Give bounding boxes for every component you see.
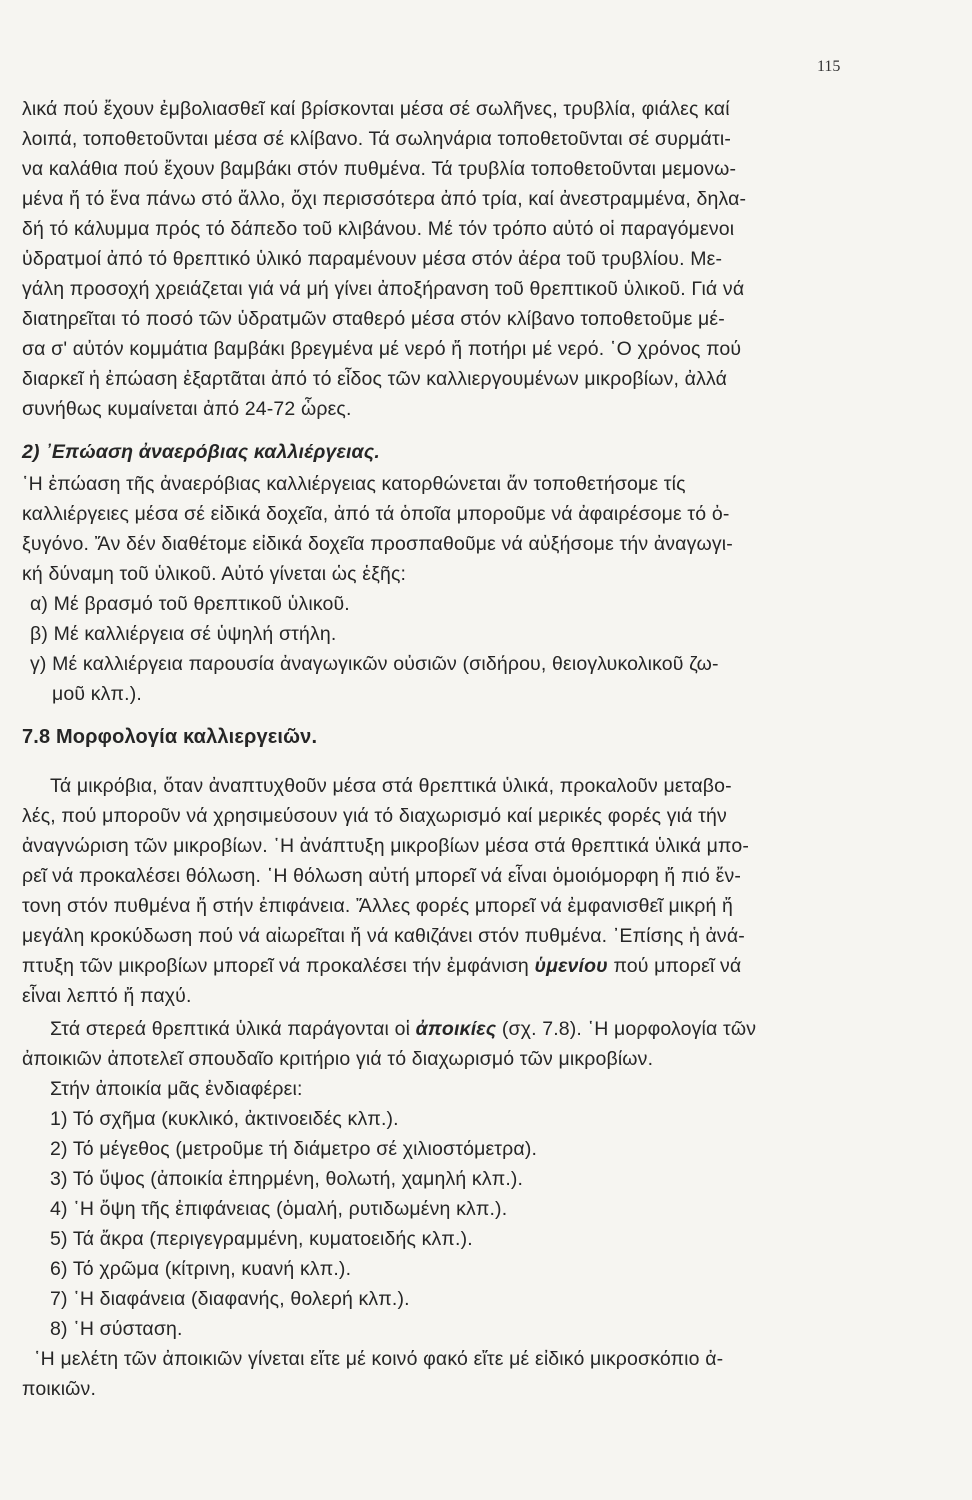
feature-item: 8) ῾Η σύσταση. <box>50 1318 183 1340</box>
para3-line: τονη στόν πυθμένα ἤ στήν ἐπιφάνεια. Ἄλλες φορές μπορεῖ νά ἐμφανισθεῖ μικρή ἤ <box>22 895 734 917</box>
para4-text: Στά στερεά θρεπτικά ὑλικά παράγονται οἱ <box>50 1018 416 1040</box>
feature-item: 3) Τό ὕψος (ἀποικία ἐπηρμένη, θολωτή, χαμηλή κλπ.). <box>50 1168 524 1190</box>
para1-line: λικά πού ἔχουν ἐμβολιασθεῖ καί βρίσκονται μέσα σέ σωλῆνες, τρυβλία, φιάλες καί <box>22 98 730 120</box>
feature-item: 1) Τό σχῆμα (κυκλικό, ἀκτινοειδές κλπ.). <box>50 1108 399 1130</box>
para1-line: δή τό κάλυμμα πρός τό δάπεδο τοῦ κλιβάνου. Μέ τόν τρόπο αὐτό οἱ παραγόμενοι <box>22 218 735 240</box>
term-colonies: ἀποικίες <box>415 1018 497 1040</box>
para1-line: γάλη προσοχή χρειάζεται γιά νά μή γίνει ἀποξήρανση τοῦ θρεπτικοῦ ὑλικοῦ. Γιά νά <box>22 278 745 300</box>
method-item: β) Μέ καλλιέργεια σέ ὑψηλή στήλη. <box>30 623 337 645</box>
para2-line: καλλιέργειες μέσα σέ εἰδικά δοχεῖα, ἀπό τά ὁποῖα μποροῦμε νά ἀφαιρέσομε τό ὀ- <box>22 503 730 525</box>
para2-line: ῾Η ἐπώαση τῆς ἀναερόβιας καλλιέργειας κατορθώνεται ἄν τοποθετήσομε τίς <box>22 473 686 495</box>
para4-line: Στήν ἀποικία μᾶς ἐνδιαφέρει: <box>50 1078 303 1100</box>
para4-line <box>50 1016 756 1042</box>
para3-line: εἶναι λεπτό ἤ παχύ. <box>22 985 192 1007</box>
para3-line <box>22 953 741 979</box>
para3-line: ἀναγνώριση τῶν μικροβίων. ῾Η ἀνάπτυξη μικροβίων μέσα στά θρεπτικά ὑλικά μπο- <box>22 835 749 857</box>
para1-line: λοιπά, τοποθετοῦνται μέσα σέ κλίβανο. Τά σωληνάρια τοποθετοῦνται σέ συρμάτι- <box>22 128 731 150</box>
feature-item: 5) Τά ἄκρα (περιγεγραμμένη, κυματοειδής κλπ.). <box>50 1228 473 1250</box>
section-heading: 7.8 Μορφολογία καλλιεργειῶν. <box>22 726 318 748</box>
final-line: ῾Η μελέτη τῶν ἀποικιῶν γίνεται εἴτε μέ κοινό φακό εἴτε μέ εἰδικό μικροσκόπιο ἀ- <box>34 1348 724 1370</box>
subheading-anaerobic: 2) ᾿Επώαση ἀναερόβιας καλλιέργειας. <box>22 441 380 463</box>
para1-line: μένα ἤ τό ἕνα πάνω στό ἄλλο, ὄχι περισσότερα ἀπό τρία, καί ἀνεστραμμένα, δηλα- <box>22 188 747 210</box>
para3-line: μεγάλη κροκύδωση πού νά αἰωρεῖται ἤ νά καθιζάνει στόν πυθμένα. ᾿Επίσης ἡ ἀνά- <box>22 925 745 947</box>
para4-text: (σχ. 7.8). ῾Η μορφολογία τῶν <box>496 1018 757 1040</box>
method-item: γ) Μέ καλλιέργεια παρουσία ἀναγωγικῶν οὐσιῶν (σιδήρου, θειογλυκολικοῦ ζω- <box>30 653 719 675</box>
para3-line: Τά μικρόβια, ὅταν ἀναπτυχθοῦν μέσα στά θρεπτικά ὑλικά, προκαλοῦν μεταβο- <box>50 775 732 797</box>
method-item: α) Μέ βρασμό τοῦ θρεπτικοῦ ὑλικοῦ. <box>30 593 350 615</box>
term-hymenion: ὑμενίου <box>534 955 608 977</box>
para1-line: διαρκεῖ ἡ ἐπώαση ἐξαρτᾶται ἀπό τό εἶδος τῶν καλλιεργουμένων μικροβίων, ἀλλά <box>22 368 728 390</box>
para4-line: ἀποικιῶν ἀποτελεῖ σπουδαῖο κριτήριο γιά τό διαχωρισμό τῶν μικροβίων. <box>22 1048 654 1070</box>
feature-item: 2) Τό μέγεθος (μετροῦμε τή διάμετρο σέ χιλιοστόμετρα). <box>50 1138 538 1160</box>
para1-line: σα σ' αὐτόν κομμάτια βαμβάκι βρεγμένα μέ νερό ἤ ποτήρι μέ νερό. ῾Ο χρόνος πού <box>22 338 742 360</box>
para2-line: ξυγόνο. Ἄν δέν διαθέτομε εἰδικά δοχεῖα προσπαθοῦμε νά αὐξήσομε τήν ἀναγωγι- <box>22 533 733 555</box>
para3-line: λές, πού μποροῦν νά χρησιμεύσουν γιά τό διαχωρισμό καί μερικές φορές γιά τήν <box>22 805 727 827</box>
para1-line: συνήθως κυμαίνεται ἀπό 24-72 ὧρες. <box>22 398 352 420</box>
page-number: 115 <box>817 58 841 75</box>
para3-text: πτυξη τῶν μικροβίων μπορεῖ νά προκαλέσει τήν ἐμφάνιση <box>22 955 535 977</box>
para1-line: να καλάθια πού ἔχουν βαμβάκι στόν πυθμένα. Τά τρυβλία τοποθετοῦνται μεμονω- <box>22 158 737 180</box>
para1-line: ὑδρατμοί ἀπό τό θρεπτικό ὑλικό παραμένουν μέσα στόν ἀέρα τοῦ τρυβλίου. Με- <box>22 248 723 270</box>
feature-item: 6) Τό χρῶμα (κίτρινη, κυανή κλπ.). <box>50 1258 352 1280</box>
method-item-cont: μοῦ κλπ.). <box>52 683 142 705</box>
feature-item: 7) ῾Η διαφάνεια (διαφανής, θολερή κλπ.). <box>50 1288 410 1310</box>
para1-line: διατηρεῖται τό ποσό τῶν ὑδρατμῶν σταθερό μέσα στόν κλίβανο τοποθετοῦμε μέ- <box>22 308 725 330</box>
para3-line: ρεῖ νά προκαλέσει θόλωση. ῾Η θόλωση αὐτή μπορεῖ νά εἶναι ὁμοιόμορφη ἤ πιό ἔν- <box>22 865 741 887</box>
feature-item: 4) ῾Η ὄψη τῆς ἐπιφάνειας (ὁμαλή, ρυτιδωμένη κλπ.). <box>50 1198 508 1220</box>
para2-line: κή δύναμη τοῦ ὑλικοῦ. Αὐτό γίνεται ὡς ἑξῆς: <box>22 563 407 585</box>
para3-text: πού μπορεῖ νά <box>607 955 742 977</box>
final-line: ποικιῶν. <box>22 1378 97 1400</box>
